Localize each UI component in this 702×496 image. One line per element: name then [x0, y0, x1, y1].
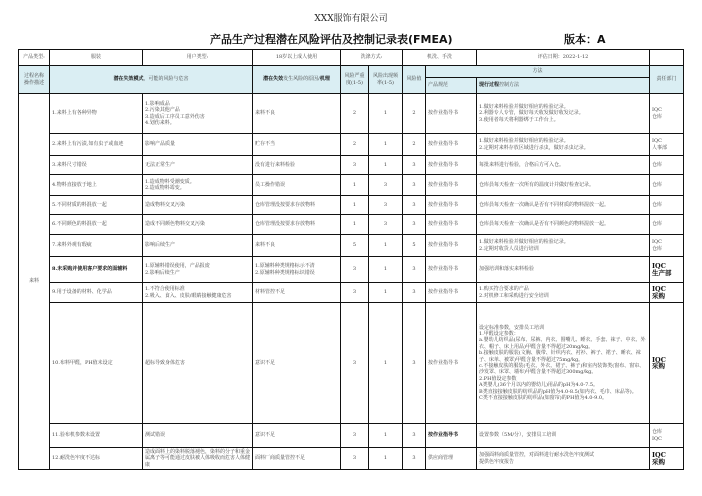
header-cause — [253, 66, 341, 94]
responsible-dept: IQC 采购 — [650, 303, 684, 424]
table-row — [19, 215, 684, 235]
header-spec: 产品规范 — [426, 78, 477, 94]
control-method: 设置参数（5M/分），安排员工培训 — [477, 424, 650, 448]
header-risk: 风险值 — [403, 66, 426, 94]
occurrence: 3 — [369, 196, 403, 215]
product-type-label: 产品类型: — [19, 50, 50, 66]
header-method: 方法 — [426, 66, 650, 78]
control-method: 1.做好来料检验并做好相应的检验记录。 2.定期对收货人员进行培训 — [477, 235, 650, 257]
product-spec: 按作业指导书 — [426, 175, 477, 196]
failure-cause: 仓库管理没按要求存放物料 — [253, 215, 341, 235]
severity: 2 — [341, 94, 369, 134]
occurrence: 1 — [369, 424, 403, 448]
table-row — [19, 283, 684, 303]
severity: 5 — [341, 235, 369, 257]
failure-effect: 造成面料上的染料脱落褪色，染料的分子和重金属离子等可能通过皮肤被人体吸收而危害人体健康 — [143, 448, 253, 470]
control-method: 加强面料商质量管控，对面料进行耐水洗色牢度测试 提供色牢度报告 — [477, 448, 650, 470]
table-row — [19, 257, 684, 283]
failure-effect: 造成物料交叉污染 — [143, 196, 253, 215]
severity: 1 — [341, 196, 369, 215]
failure-cause: 1.原辅料种类规格标示不清 2.原辅料种类规格标识错误 — [253, 257, 341, 283]
table-row — [19, 235, 684, 257]
product-spec: 按作业指导书 — [426, 196, 477, 215]
failure-mode: 4.物料直接放于地上 — [50, 175, 143, 196]
product-spec: 按作业指导书 — [426, 303, 477, 424]
control-method: 1.做好来料检验并做好相应的检验记录。 2.利器专人专管，做好每天收发做好收发记录。 3.使用者每天将利器绑于工作台上。 — [477, 94, 650, 134]
table-row — [19, 303, 684, 424]
header-control-rest: 控制方法 — [499, 82, 520, 89]
risk-value: 3 — [403, 175, 426, 196]
risk-value: 3 — [403, 283, 426, 303]
version-label: 版本：A — [564, 33, 606, 46]
header-failure-mode-bold: 潜在失效模式 — [113, 76, 144, 83]
header-dept: 责任部门 — [650, 66, 684, 94]
failure-effect: 1.影响成品 2.污染其他产品 3.造成后工序员工意外伤害 4.划伤来料。 — [143, 94, 253, 134]
wash-method: 机洗、手洗 — [403, 50, 477, 66]
responsible-dept: IQC 生产部 — [650, 257, 684, 283]
risk-value: 2 — [403, 94, 426, 134]
failure-effect: 无法正常生产 — [143, 156, 253, 175]
severity: 3 — [341, 424, 369, 448]
control-method: 加强培训和落实来料检验 — [477, 257, 650, 283]
failure-cause: 仓库管理没按要求存放物料 — [253, 196, 341, 215]
failure-effect: 超标导致身体危害 — [143, 303, 253, 424]
severity: 3 — [341, 303, 369, 424]
occurrence: 1 — [369, 303, 403, 424]
occurrence: 1 — [369, 156, 403, 175]
occurrence: 3 — [369, 215, 403, 235]
failure-effect: 1.造成物料受潮变质。 2.造成物料霉变。 — [143, 175, 253, 196]
fmea-table — [18, 49, 684, 470]
product-spec: 按作业指导书 — [426, 283, 477, 303]
responsible-dept: IQC 仓库 — [650, 235, 684, 257]
failure-cause: 来料不良 — [253, 235, 341, 257]
control-method: 设定标准参数，安排员工培训 1.甲醛设定参数： a.婴幼儿纺织品(尿布、尿裤、内衣、围嘴儿、睡衣、手套、袜子、中衣、外衣、帽子、床上用品)甲醛含量不得超过20mg/kg。 b.接触皮肤的服装(文胸、腹带、针织内衣、衬衫、裤子、裙子、睡衣、袜子、床单、被罩)甲醛含量不得超过75mg/kg。 c.不接触皮肤的服装(毛衣、外衣、裙子、裤子)和室内装饰类(窗布、窗帘、沙发罩、床罩、墙布)甲醛含量不得超过300mg/kg。 2.PH值设定参数 A类婴儿(36个月以内的婴幼儿)用品的pH为4.0-7.5。 B类直接接触皮肤的纺织品的pH值为4.0-8.5(如内衣、毛巾、床品等)。 C类不直接接触皮肤的纺织品(如窗帘)的PH值为4.0-9.0。 — [477, 303, 650, 424]
failure-mode: 7.来料外观有瑕疵 — [50, 235, 143, 257]
company-name: XXX服饰有限公司 — [314, 14, 388, 24]
control-method: 1.做好来料检验并做好相应的检验记录。 2.定期对来料存放区域进行杀虫，做好杀虫记录。 — [477, 134, 650, 156]
responsible-dept: 仓库 — [650, 175, 684, 196]
header-cause-bold: 潜在失效 — [263, 76, 284, 83]
failure-cause: 员工操作错误 — [253, 175, 341, 196]
occurrence: 1 — [369, 257, 403, 283]
user-type-label: 用户类型: — [143, 50, 253, 66]
header-control-bold: 现行过程 — [479, 82, 500, 89]
header-row — [19, 66, 684, 78]
failure-mode: 1.来料上有各种异物 — [50, 94, 143, 134]
product-spec: 按作业指导书 — [426, 94, 477, 134]
risk-value: 3 — [403, 215, 426, 235]
user-type: 18岁以上成人使用 — [253, 50, 341, 66]
risk-value: 3 — [403, 448, 426, 470]
header-failure-mode — [50, 66, 253, 94]
table-row — [19, 448, 684, 470]
table-row — [19, 196, 684, 215]
product-spec: 按作业指导书 — [426, 424, 477, 448]
risk-value: 3 — [403, 257, 426, 283]
control-method: 1.购买符合要求的产品 2.对机修工和采购进行安全培训 — [477, 283, 650, 303]
header-cause-end: 机理 — [319, 76, 330, 83]
failure-cause: 贮存不当 — [253, 134, 341, 156]
table-row — [19, 94, 684, 134]
occurrence: 1 — [369, 448, 403, 470]
process-name: 来料 — [19, 94, 50, 470]
responsible-dept: 仓库 — [650, 156, 684, 175]
product-spec: 按作业指导书 — [426, 235, 477, 257]
info-row — [19, 50, 684, 66]
risk-value: 3 — [403, 424, 426, 448]
responsible-dept: IQC 人事部 — [650, 134, 684, 156]
product-spec: 按作业指导书 — [426, 134, 477, 156]
failure-mode: 3.来料尺寸错误 — [50, 156, 143, 175]
risk-value: 5 — [403, 235, 426, 257]
failure-mode: 5.不同材质的料混放一起 — [50, 196, 143, 215]
header-occurrence: 风险出现频率(1-5) — [369, 66, 403, 94]
header-control — [477, 78, 650, 94]
responsible-dept: 仓库 — [650, 215, 684, 235]
failure-cause: 面料厂商质量管控不足 — [253, 448, 341, 470]
failure-effect: 影响后续生产 — [143, 235, 253, 257]
occurrence: 1 — [369, 134, 403, 156]
severity: 1 — [341, 215, 369, 235]
product-spec: 按作业指导书 — [426, 156, 477, 175]
control-method: 仓库員每天检查一次确认是否有不同材质的物料混放一起。 — [477, 196, 650, 215]
failure-mode: 12.耐洗色牢度不达标 — [50, 448, 143, 470]
failure-cause: 材料管控不足 — [253, 283, 341, 303]
occurrence: 1 — [369, 235, 403, 257]
severity: 2 — [341, 134, 369, 156]
header-failure-mode-rest: ，可能的风险与危害 — [143, 76, 189, 83]
failure-cause: 来料不良 — [253, 94, 341, 134]
responsible-dept: 仓库 — [650, 196, 684, 215]
failure-mode: 2.来料上有污渍,如有虫子或血迹 — [50, 134, 143, 156]
control-method: 仓库員每天检查一次确认是否有不同颜色的物料混放一起。 — [477, 215, 650, 235]
responsible-dept: IQC 仓库 — [650, 94, 684, 134]
table-row — [19, 424, 684, 448]
control-method: 仓库員每天检查一次所有的温度计并做好检查记录。 — [477, 175, 650, 196]
severity: 3 — [341, 257, 369, 283]
failure-mode: 8.未采购并使用客户要求的面辅料 — [50, 257, 143, 283]
risk-value: 3 — [403, 156, 426, 175]
severity: 1 — [341, 175, 369, 196]
page-title: 产品生产过程潜在风险评估及控制记录表(FMEA) — [210, 33, 453, 46]
responsible-dept: IQC 采购 — [650, 448, 684, 470]
risk-value: 3 — [403, 196, 426, 215]
severity: 3 — [341, 156, 369, 175]
responsible-dept: 仓库 IQC — [650, 424, 684, 448]
product-spec: 按作业指导书 — [426, 215, 477, 235]
header-cause-mid: 发生风险的原因/ — [283, 76, 320, 83]
failure-mode: 9.用于设备的材料、化学品 — [50, 283, 143, 303]
failure-cause: 意识不足 — [253, 424, 341, 448]
risk-value: 2 — [403, 134, 426, 156]
severity: 3 — [341, 448, 369, 470]
failure-effect: 测试错误 — [143, 424, 253, 448]
wash-label: 洗涤方式: — [341, 50, 403, 66]
product-spec: 供应商管理 — [426, 448, 477, 470]
header-severity: 风险严重度(1-5) — [341, 66, 369, 94]
table-row — [19, 134, 684, 156]
table-row — [19, 156, 684, 175]
failure-cause: 没有进行来料检验 — [253, 156, 341, 175]
occurrence: 3 — [369, 175, 403, 196]
responsible-dept: IQC 采购 — [650, 283, 684, 303]
header-process: 过程名称 操作描述 — [19, 66, 50, 94]
failure-mode: 11.验布机参数未设置 — [50, 424, 143, 448]
failure-effect: 影响产品质量 — [143, 134, 253, 156]
occurrence: 1 — [369, 94, 403, 134]
failure-effect: 1.不符合使用标准 2.吸入、食入、皮肤/眼睛接触健康危害 — [143, 283, 253, 303]
product-spec: 按作业指导书 — [426, 257, 477, 283]
assessment-date: 评估日期：2022-1-12 — [477, 50, 650, 66]
failure-mode: 10.布料甲醛，PH值未设定 — [50, 303, 143, 424]
control-method: 每批来料进行检验，合格后方可入仓。 — [477, 156, 650, 175]
table-row — [19, 175, 684, 196]
product-type: 服装 — [50, 50, 143, 66]
failure-cause: 意识不足 — [253, 303, 341, 424]
failure-effect: 造成不同颜色物料交叉污染 — [143, 215, 253, 235]
occurrence: 1 — [369, 283, 403, 303]
failure-effect: 1.原辅料错误使用，产品报废 2.影响后续生产 — [143, 257, 253, 283]
risk-value: 3 — [403, 303, 426, 424]
severity: 3 — [341, 283, 369, 303]
blank-cell — [650, 50, 684, 66]
failure-mode: 6.不同颜色的料混放一起 — [50, 215, 143, 235]
